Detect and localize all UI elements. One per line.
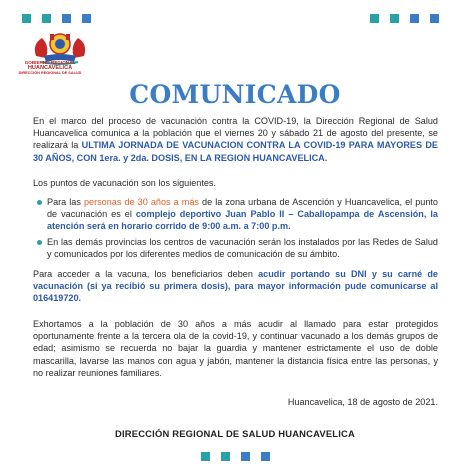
decor-square — [42, 14, 51, 23]
intro-highlight: ULTIMA JORNADA DE VACUNACION CONTRA LA COVID-19 PARA MAYORES DE 30 AÑOS, CON 1era. y 2da. DOSIS, EN LA REGION HUANCAVELICA. — [33, 140, 438, 163]
bullet1-highlight-b: complejo deportivo Juan Pablo II – Caballopampa de Ascensión, la atención será en horario corrido de 9:00 a.m. a 7:00 p.m. — [47, 209, 438, 232]
decor-square — [62, 14, 71, 23]
signature-footer: DIRECCIÓN REGIONAL DE SALUD HUANCAVELICA — [115, 428, 355, 439]
list-item — [33, 236, 438, 260]
bullet1-text-a: Para las — [47, 197, 84, 207]
decor-square — [390, 14, 399, 23]
page-title: COMUNICADO — [129, 80, 341, 109]
exhortation-paragraph: Exhortamos a la población de 30 años a más acudir al llamado para estar protegidos oportunamente frente a la tercera ola de la covid-19, y continuar vacunado a los demás grupos de edad; asimismo se recuerda no bajar la guardia y mantener estrictamente el uso de doble mascarilla, lavarse las manos con agua y jabón, mantener la distancia física entre las personas, y no realizar reuniones familiares. — [33, 319, 438, 378]
decor-square — [82, 14, 91, 23]
logo-text-line3: DIRECCIÓN REGIONAL DE SALUD — [18, 71, 82, 75]
intro-paragraph — [33, 115, 438, 164]
bullet-icon — [37, 240, 42, 245]
bullet1-text-b: de la zona urbana de Ascención y Huancavelica, el punto de vacunación es el — [47, 197, 438, 220]
logo-text-line2: HUANCAVELICA — [27, 65, 73, 71]
access-highlight: acudir portando su DNI y su carné de vacunación (si ya recibió su primera dosis), para mayor información pude comunicarse al 016419720. — [33, 269, 438, 304]
logo-text-line1: GOBIERNO REGIONAL — [24, 60, 76, 65]
decor-square — [201, 452, 210, 461]
points-intro: Los puntos de vacunación son los siguientes. — [33, 178, 217, 188]
decor-square — [370, 14, 379, 23]
intro-text: En el marco del proceso de vacunación contra la COVID-19, la Dirección Regional de Salud Huancavelica comunica a la población que el viernes 20 y sábado 21 de agosto del presente, se realizará la — [33, 116, 438, 151]
access-text: Para acceder a la vacuna, los beneficiarios deben — [33, 269, 259, 279]
list-item — [33, 196, 438, 233]
access-paragraph — [33, 268, 438, 305]
bullet2-text: En las demás provincias los centros de vacunación serán los instalados por las Redes de Salud y comunicados por los diferentes medios de comunicación de su ámbito. — [47, 237, 438, 260]
decor-square — [430, 14, 439, 23]
decor-square — [221, 452, 230, 461]
bullet1-highlight-a: personas de 30 años a más — [83, 197, 199, 207]
decor-square — [241, 452, 250, 461]
decor-square — [22, 14, 31, 23]
decor-square — [261, 452, 270, 461]
document-date: Huancavelica, 18 de agosto de 2021. — [287, 397, 438, 407]
bullet-icon — [37, 200, 42, 205]
decor-square — [410, 14, 419, 23]
